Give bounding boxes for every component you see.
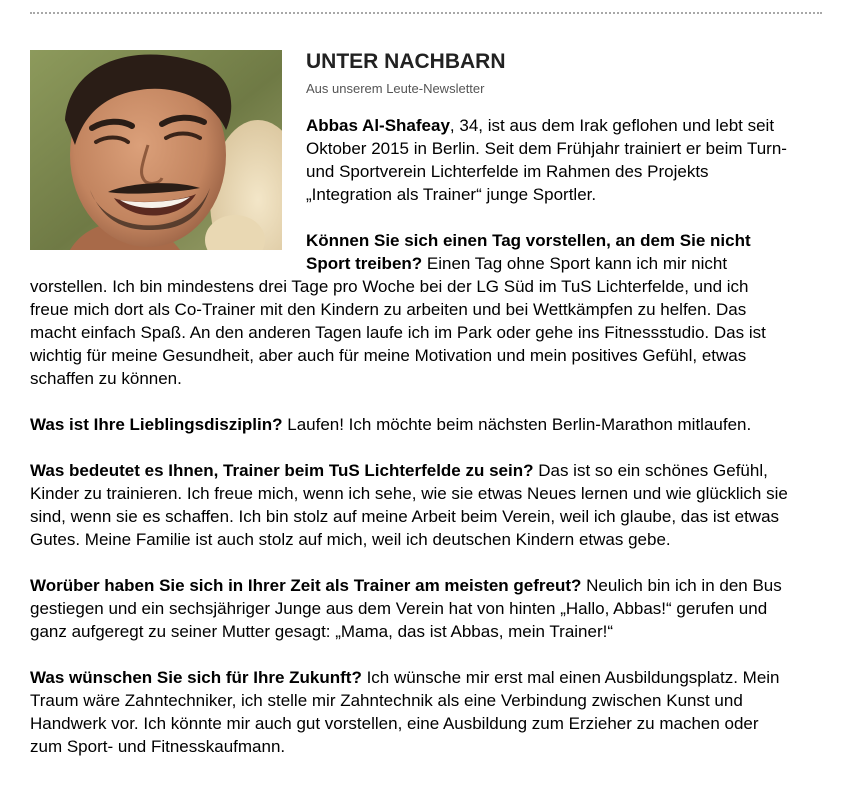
- qa-paragraph: [30, 459, 790, 551]
- page-title: UNTER NACHBARN: [306, 50, 506, 73]
- answer: Ich wünsche mir erst mal einen Ausbildungsplatz. Mein Traum wäre Zahntechniker, ich stelle mir Zahntechnik als eine Verbindung zwischen Kunst und Handwerk vor. Ich könnte mir auch gut vorstellen, eine Ausbildung zum Erzieher zu machen oder zum Sport- und Fitnesskaufmann.: [30, 668, 780, 756]
- answer: Einen Tag ohne Sport kann ich mir nicht vorstellen. Ich bin mindestens drei Tage pro Woche bei der LG Süd im TuS Lichterfelde, und ich freue mich dort als Co-Trainer mit den Kindern zu arbeiten und bei Wettkämpfen zu helfen. Das macht einfach Spaß. An den anderen Tagen laufe ich im Park oder gehe ins Fitnessstudio. Das ist wichtig für meine Gesundheit, aber auch für meine Motivation und mein positives Gefühl, etwas schaffen zu können.: [30, 254, 766, 388]
- answer: Laufen! Ich möchte beim nächsten Berlin-Marathon mitlaufen.: [282, 415, 752, 434]
- qa-paragraph: [30, 229, 790, 390]
- article: [30, 50, 790, 758]
- qa-paragraph: [30, 666, 790, 758]
- answer: Neulich bin ich in den Bus gestiegen und ein sechsjähriger Junge aus dem Verein hat von hinten „Hallo, Abbas!“ gerufen und ganz aufgeregt zu seiner Mutter gesagt: „Mama, das ist Abbas, mein Trainer!“: [30, 576, 782, 641]
- question: Können Sie sich einen Tag vorstellen, an dem Sie nicht Sport treiben?: [306, 231, 751, 273]
- qa-paragraph: [30, 574, 790, 643]
- intro-text: , 34, ist aus dem Irak geflohen und lebt seit Oktober 2015 in Berlin. Seit dem Frühjahr trainiert er beim Turn- und Sportverein Lichterfelde im Rahmen des Projekts „Integration als Trainer“ junge Sportler.: [306, 116, 787, 204]
- dotted-divider: [30, 12, 822, 14]
- answer: Das ist so ein schönes Gefühl, Kinder zu trainieren. Ich freue mich, wenn ich sehe, wie sie etwas Neues lernen und wie glücklich sie sind, wenn sie es schaffen. Ich bin stolz auf meine Arbeit beim Verein, weil ich glaube, das ist etwas Gutes. Meine Familie ist auch stolz auf mich, weil ich deutschen Kindern etwas gebe.: [30, 461, 788, 549]
- page-subtitle: Aus unserem Leute-Newsletter: [306, 81, 485, 96]
- qa-paragraph: [30, 413, 790, 436]
- question: Was wünschen Sie sich für Ihre Zukunft?: [30, 668, 362, 687]
- person-name: Abbas Al-Shafeay: [306, 116, 450, 135]
- question: Was bedeutet es Ihnen, Trainer beim TuS Lichterfelde zu sein?: [30, 461, 534, 480]
- portrait-photo: [30, 50, 282, 250]
- question: Was ist Ihre Lieblingsdisziplin?: [30, 415, 283, 434]
- question: Worüber haben Sie sich in Ihrer Zeit als Trainer am meisten gefreut?: [30, 576, 582, 595]
